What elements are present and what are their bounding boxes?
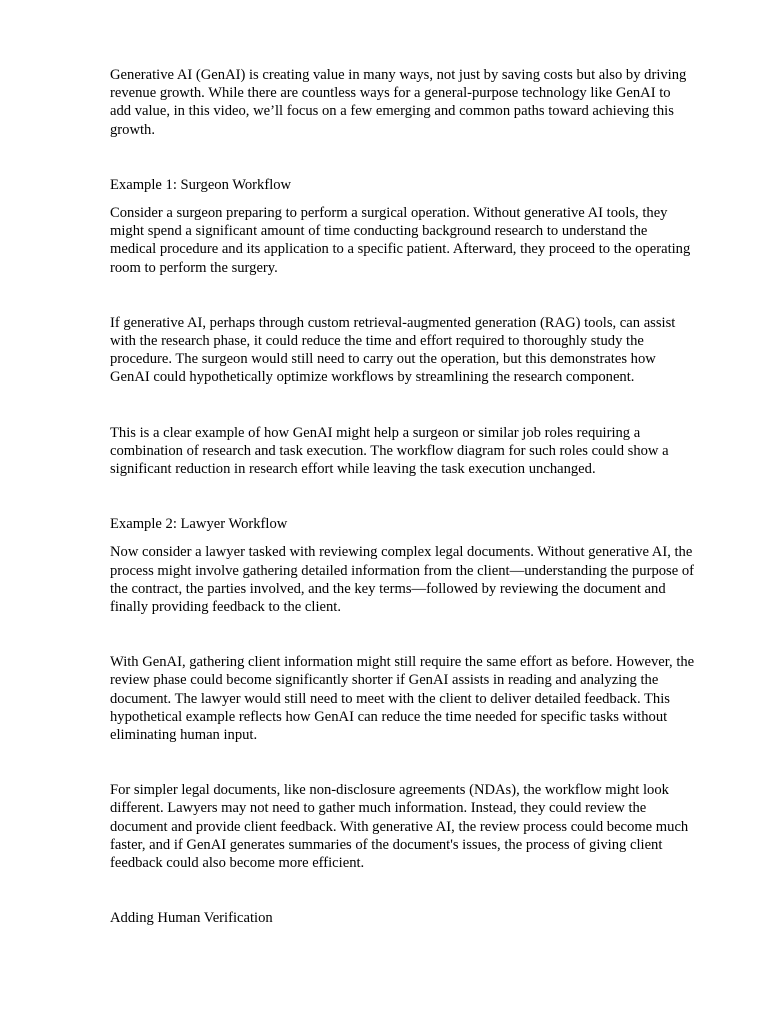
surgeon-paragraph-1: Consider a surgeon preparing to perform a surgical operation. Without generative AI tools, they might spend a significant amount of time conducting background research to understand the medical procedure and its application to a specific patient. Afterward, they proceed to the operating room to perform the surgery. (110, 205, 691, 276)
surgeon-paragraph-3: This is a clear example of how GenAI might help a surgeon or similar job roles requiring a combination of research and task execution. The workflow diagram for such roles could show a significant reduction in research effort while leaving the task execution unchanged. (110, 424, 669, 478)
surgeon-paragraph-2: If generative AI, perhaps through custom retrieval-augmented generation (RAG) tools, can assist with the research phase, it could reduce the time and effort required to thoroughly study the procedure. The surgeon would still need to carry out the operation, but this demonstrates how GenAI could hypothetically optimize workflows by streamlining the research component. (110, 314, 676, 386)
lawyer-paragraph-1: Now consider a lawyer tasked with reviewing complex legal documents. Without generative AI, the process might involve gathering detailed information from the client—understanding the purpose of the contract, the parties involved, and the key terms—followed by reviewing the document and finally providing feedback to the client. (110, 544, 695, 616)
lawyer-paragraph-3: For simpler legal documents, like non-disclosure agreements (NDAs), the workflow might look different. Lawyers may not need to gather much information. Instead, they could review the document and provide client feedback. With generative AI, the review process could become much faster, and if GenAI generates summaries of the document's issues, the process of giving client feedback could also become more efficient. (110, 782, 689, 872)
section-heading-surgeon: Example 1: Surgeon Workflow (110, 176, 292, 193)
section-heading-verification: Adding Human Verification (110, 910, 273, 927)
document-page (110, 66, 695, 928)
intro-paragraph: Generative AI (GenAI) is creating value in many ways, not just by saving costs but also by driving revenue growth. While there are countless ways for a general-purpose technology like GenAI to add value, in this video, we’ll focus on a few emerging and common paths toward achieving this growth. (110, 67, 687, 138)
section-heading-lawyer: Example 2: Lawyer Workflow (110, 516, 288, 533)
lawyer-paragraph-2: With GenAI, gathering client information might still require the same effort as before. However, the review phase could become significantly shorter if GenAI assists in reading and analyzing the document. The lawyer would still need to meet with the client to deliver detailed feedback. This hypothetical example reflects how GenAI can reduce the time needed for specific tasks without eliminating human input. (110, 654, 695, 744)
